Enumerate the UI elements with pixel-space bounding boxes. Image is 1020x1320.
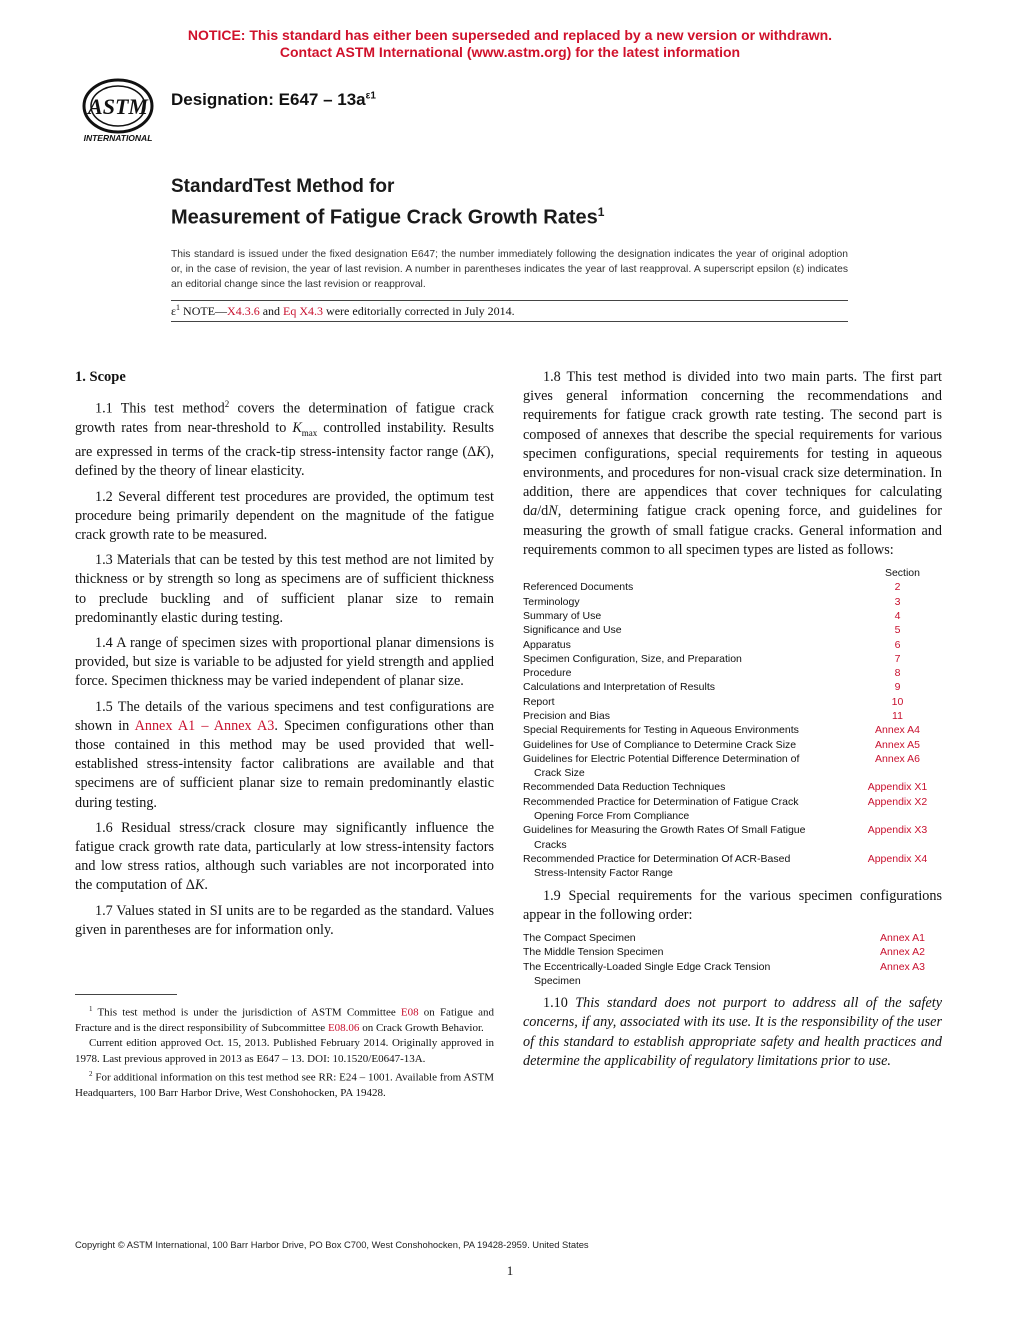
paragraph-1-3: 1.3 Materials that can be tested by this test method are not limited by thickness or by strength so long as specimens are of sufficient thickness to preclude buckling and of sufficient planar size to remain predominantly elastic during testing. — [75, 552, 494, 626]
section-link[interactable]: 8 — [894, 667, 901, 680]
section-link[interactable]: 11 — [892, 710, 903, 722]
table-row — [523, 823, 942, 852]
notice-line-1: NOTICE: This standard has either been superseded and replaced by a new version or withdrawn. — [187, 27, 833, 43]
p1-1-d: ), defined by the theory of linear elasticity. — [75, 444, 494, 480]
fn1-mark: 1 — [89, 1005, 93, 1013]
row-title — [523, 680, 853, 694]
title-line-2 — [171, 199, 604, 231]
row-title — [523, 738, 853, 752]
fn1-b: on Fatigue and Fracture and is the direct responsibility of Subcommittee — [75, 1006, 494, 1034]
row-title — [523, 638, 853, 652]
row-title-continuation: Opening Force From Compliance — [534, 810, 690, 823]
divider-bottom — [171, 321, 848, 322]
paragraph-1-2: 1.2 Several different test procedures are provided, the optimum test procedure being primarily dependent on the magnitude of the fatigue crack growth rate to be measured. — [75, 488, 494, 543]
paragraph-1-8 — [523, 368, 942, 560]
row-title-text: Calculations and Interpretation of Results — [523, 681, 716, 694]
fn1-a: This test method is under the jurisdiction of ASTM Committee — [92, 1006, 401, 1019]
astm-logo — [74, 78, 162, 144]
footnote-divider — [75, 994, 177, 995]
p1-1-c: controlled instability. Results are expressed in terms of the crack-tip stress-intensity factor range (Δ — [75, 420, 494, 461]
p1-10-num: 1.10 — [543, 995, 576, 1012]
section-link[interactable]: 4 — [894, 609, 901, 622]
footnotes — [75, 1002, 494, 1101]
section-link[interactable]: Annex A4 — [875, 724, 920, 737]
specimen-table — [523, 931, 942, 988]
table-row — [523, 945, 942, 959]
section-link[interactable]: Annex A2 — [880, 946, 925, 959]
section-link[interactable]: 9 — [894, 681, 901, 694]
link-e08-06[interactable]: E08.06 — [327, 1021, 360, 1034]
scope-heading: 1. Scope — [75, 369, 126, 385]
title-footnote-mark: 1 — [597, 205, 605, 219]
issuance-statement: This standard is issued under the fixed designation E647; the number immediately following the designation indicates the year of original adoption or, in the case of revision, the year of last revision. A number in parentheses indicates the year of last reapproval. A superscript epsilon (ε) indicates an editorial change since the last revision or reapproval. — [171, 249, 848, 290]
section-link[interactable]: 6 — [894, 638, 901, 651]
paragraph-1-5 — [75, 698, 494, 813]
row-title-text: Referenced Documents — [523, 581, 634, 594]
row-title-continuation: Crack Size — [534, 767, 585, 780]
p1-8-mid: /d — [537, 503, 549, 520]
row-title — [523, 623, 853, 637]
row-title-text: The Eccentrically-Loaded Single Edge Crack Tension — [523, 960, 771, 973]
p1-6-b: . — [204, 877, 208, 894]
fn2-mark: 2 — [89, 1069, 93, 1078]
table-row — [523, 695, 942, 709]
section-link[interactable]: 2 — [894, 581, 901, 594]
left-column — [75, 368, 494, 946]
section-table — [523, 566, 942, 881]
link-eq-x4-3[interactable]: Eq X4.3 — [283, 304, 324, 318]
footnote-1 — [75, 1002, 494, 1036]
note-label: NOTE— — [180, 304, 228, 318]
row-title — [523, 652, 853, 666]
table-row — [523, 752, 942, 781]
row-title — [523, 795, 853, 824]
section-link[interactable]: Appendix X2 — [867, 795, 928, 808]
table-row — [523, 795, 942, 824]
withdrawal-notice — [0, 27, 1020, 61]
table-row — [523, 609, 942, 623]
table-row — [523, 738, 942, 752]
n-symbol: N — [548, 503, 558, 520]
epsilon-symbol: ε — [171, 304, 177, 318]
table-row — [523, 666, 942, 680]
section-header: Section — [884, 567, 920, 580]
row-title-text: Guidelines for Electric Potential Difference Determination of — [523, 752, 800, 765]
footnote-2 — [75, 1067, 494, 1101]
row-title-text: Recommended Practice for Determination of Fatigue Crack — [523, 795, 799, 808]
row-title-text: Precision and Bias — [523, 710, 610, 722]
note-suffix: were editorially corrected in July 2014. — [323, 304, 515, 318]
row-title-continuation: Specimen — [534, 974, 581, 987]
row-title — [523, 595, 853, 609]
row-title-text: The Compact Specimen — [523, 931, 636, 944]
section-link[interactable]: Annex A5 — [875, 738, 920, 751]
p1-5-a: 1.5 The details of the various specimens and test configurations are shown in — [75, 698, 494, 734]
row-title — [523, 852, 853, 881]
section-link[interactable]: Annex A1 — [880, 931, 925, 944]
k-symbol-3: K — [194, 877, 205, 894]
designation-label: Designation: E647 – 13a — [171, 90, 366, 109]
p1-8-b: , determining fatigue crack opening force, and guidelines for measuring the growth of small fatigue cracks. General information and requirements common to all specimen types are listed as follows: — [523, 503, 942, 558]
p1-6-a: 1.6 Residual stress/crack closure may significantly influence the fatigue crack growth rate data, particularly at low stress-intensity factors and low stress ratios, although such variables are not incorporated into the computation of Δ — [75, 819, 494, 894]
page-number: 1 — [506, 1263, 514, 1278]
designation — [171, 90, 376, 110]
table-row — [523, 780, 942, 794]
k-symbol: K — [292, 420, 302, 437]
p1-1-a: 1.1 This test method — [95, 400, 225, 417]
row-title — [523, 666, 853, 680]
link-x4-3-6[interactable]: X4.3.6 — [227, 304, 260, 318]
row-title-text: Significance and Use — [523, 624, 622, 637]
table-row — [523, 680, 942, 694]
p1-10-text: This standard does not purport to address all of the safety concerns, if any, associated with its use. It is the responsibility of the user of this standard to establish appropriate safety and health practices and determine the applicability of regulatory limitations prior to use. — [523, 995, 942, 1069]
p1-8-a: 1.8 This test method is divided into two main parts. The first part gives general information concerning the recommendations and requirements for fatigue crack growth rate testing. The second part is composed of annexes that describe the special requirements for various specimen configurations, special requirements for testing in aqueous environments, and procedures for non-visual crack size determination. In addition, there are appendices that cover techniques for calculating d — [523, 369, 942, 520]
section-link[interactable]: Appendix X4 — [867, 852, 928, 865]
k-symbol-2: K — [476, 444, 486, 461]
table-row — [523, 709, 942, 723]
paragraph-1-7: 1.7 Values stated in SI units are to be regarded as the standard. Values given in parentheses are for information only. — [75, 902, 494, 938]
row-title — [523, 695, 853, 709]
fn2-text: For additional information on this test method see RR: E24 – 1001. Available from ASTM Headquarters, 100 Barr Harbor Drive, West Conshohocken, PA 19428. — [75, 1071, 494, 1099]
table-row — [523, 852, 942, 881]
paragraph-1-6 — [75, 819, 494, 896]
table-row — [523, 595, 942, 609]
title-line-1: StandardTest Method for — [171, 176, 395, 197]
row-title — [523, 960, 863, 989]
section-link[interactable]: Annex A3 — [880, 960, 925, 973]
row-title-text: Procedure — [523, 667, 572, 680]
row-title-text: Special Requirements for Testing in Aqueous Environments — [523, 724, 799, 737]
p1-1-b: covers the determination of fatigue crack growth rates from near-threshold to — [75, 400, 494, 437]
paragraph-1-9: 1.9 Special requirements for the various specimen configurations appear in the following order: — [523, 887, 942, 923]
logo-caption: INTERNATIONAL — [83, 133, 153, 143]
table-row — [523, 931, 942, 945]
section-link[interactable]: 3 — [894, 595, 901, 608]
row-title-text: Report — [523, 695, 555, 708]
section-link[interactable]: Appendix X1 — [867, 781, 928, 794]
table-row — [523, 652, 942, 666]
notice-line-2: Contact ASTM International (www.astm.org) for the latest information — [279, 44, 741, 60]
designation-superscript: ε1 — [365, 90, 376, 102]
row-title — [523, 823, 853, 852]
paragraph-1-10 — [523, 994, 942, 1071]
section-link[interactable]: 10 — [891, 695, 904, 708]
epsilon-sup: 1 — [176, 303, 181, 312]
row-title-continuation: Cracks — [534, 838, 567, 851]
note-and: and — [259, 304, 284, 318]
table-row — [523, 623, 942, 637]
section-link[interactable]: Annex A6 — [875, 752, 920, 765]
editorial-note — [171, 303, 515, 319]
row-title — [523, 945, 863, 959]
table-row — [523, 723, 942, 737]
paragraph-1-4: 1.4 A range of specimen sizes with proportional planar dimensions is provided, but size is variable to be adjusted for yield strength and applied force. Specimen thickness may be varied independent of planar size. — [75, 635, 494, 690]
row-title-text: Summary of Use — [523, 609, 602, 622]
row-title — [523, 723, 853, 737]
kmax-sub: max — [301, 427, 318, 438]
row-title-text: Apparatus — [523, 638, 571, 651]
row-title — [523, 709, 853, 723]
table-row — [523, 638, 942, 652]
row-title-text: Recommended Practice for Determination Of ACR-Based — [523, 852, 791, 865]
footnote-1-approval: Current edition approved Oct. 15, 2013. Published February 2014. Originally approved in 1978. Last previous approved in 2013 as E647 – 13. DOI: 10.1520/E0647-13A. — [75, 1037, 494, 1065]
row-title-text: Recommended Data Reduction Techniques — [523, 781, 726, 794]
link-e08[interactable]: E08 — [400, 1006, 419, 1019]
astm-logo-mark — [74, 78, 162, 144]
document-title — [171, 175, 604, 231]
link-annex-a1-a3[interactable]: Annex A1 – Annex A3 — [134, 717, 275, 734]
row-title-continuation: Stress-Intensity Factor Range — [534, 867, 673, 880]
section-link[interactable]: 7 — [894, 652, 901, 665]
right-column — [523, 368, 942, 1077]
fn1-c: on Crack Growth Behavior. — [359, 1021, 484, 1034]
section-link[interactable]: 5 — [894, 624, 901, 637]
row-title-text: Specimen Configuration, Size, and Preparation — [523, 652, 742, 665]
row-title-text: Terminology — [523, 595, 580, 608]
section-link[interactable]: Appendix X3 — [867, 824, 928, 837]
table-row — [523, 580, 942, 594]
row-title — [523, 609, 853, 623]
row-title-text: The Middle Tension Specimen — [523, 946, 664, 959]
svg-text:ASTM: ASTM — [88, 94, 148, 119]
divider-top — [171, 300, 848, 301]
row-title-text: Guidelines for Measuring the Growth Rates Of Small Fatigue — [523, 824, 806, 837]
title-line-2-text: Measurement of Fatigue Crack Growth Rates — [171, 206, 598, 229]
row-title — [523, 580, 853, 594]
a-symbol: a — [530, 503, 538, 520]
table-row — [523, 960, 942, 989]
p1-5-b: . Specimen configurations other than those contained in this method may be used provided that well-established stress-intensity factor calibrations are available and that specimens are of sufficient planar size to remain predominantly elastic during testing. — [75, 717, 494, 811]
copyright: Copyright © ASTM International, 100 Barr Harbor Drive, PO Box C700, West Conshohocken, PA 19428-2959. United States — [75, 1239, 589, 1250]
row-title — [523, 780, 853, 794]
paragraph-1-1 — [75, 395, 494, 481]
row-title — [523, 752, 853, 781]
row-title — [523, 931, 863, 945]
p1-1-footnote-ref: 2 — [224, 399, 230, 410]
row-title-text: Guidelines for Use of Compliance to Determine Crack Size — [523, 738, 797, 751]
